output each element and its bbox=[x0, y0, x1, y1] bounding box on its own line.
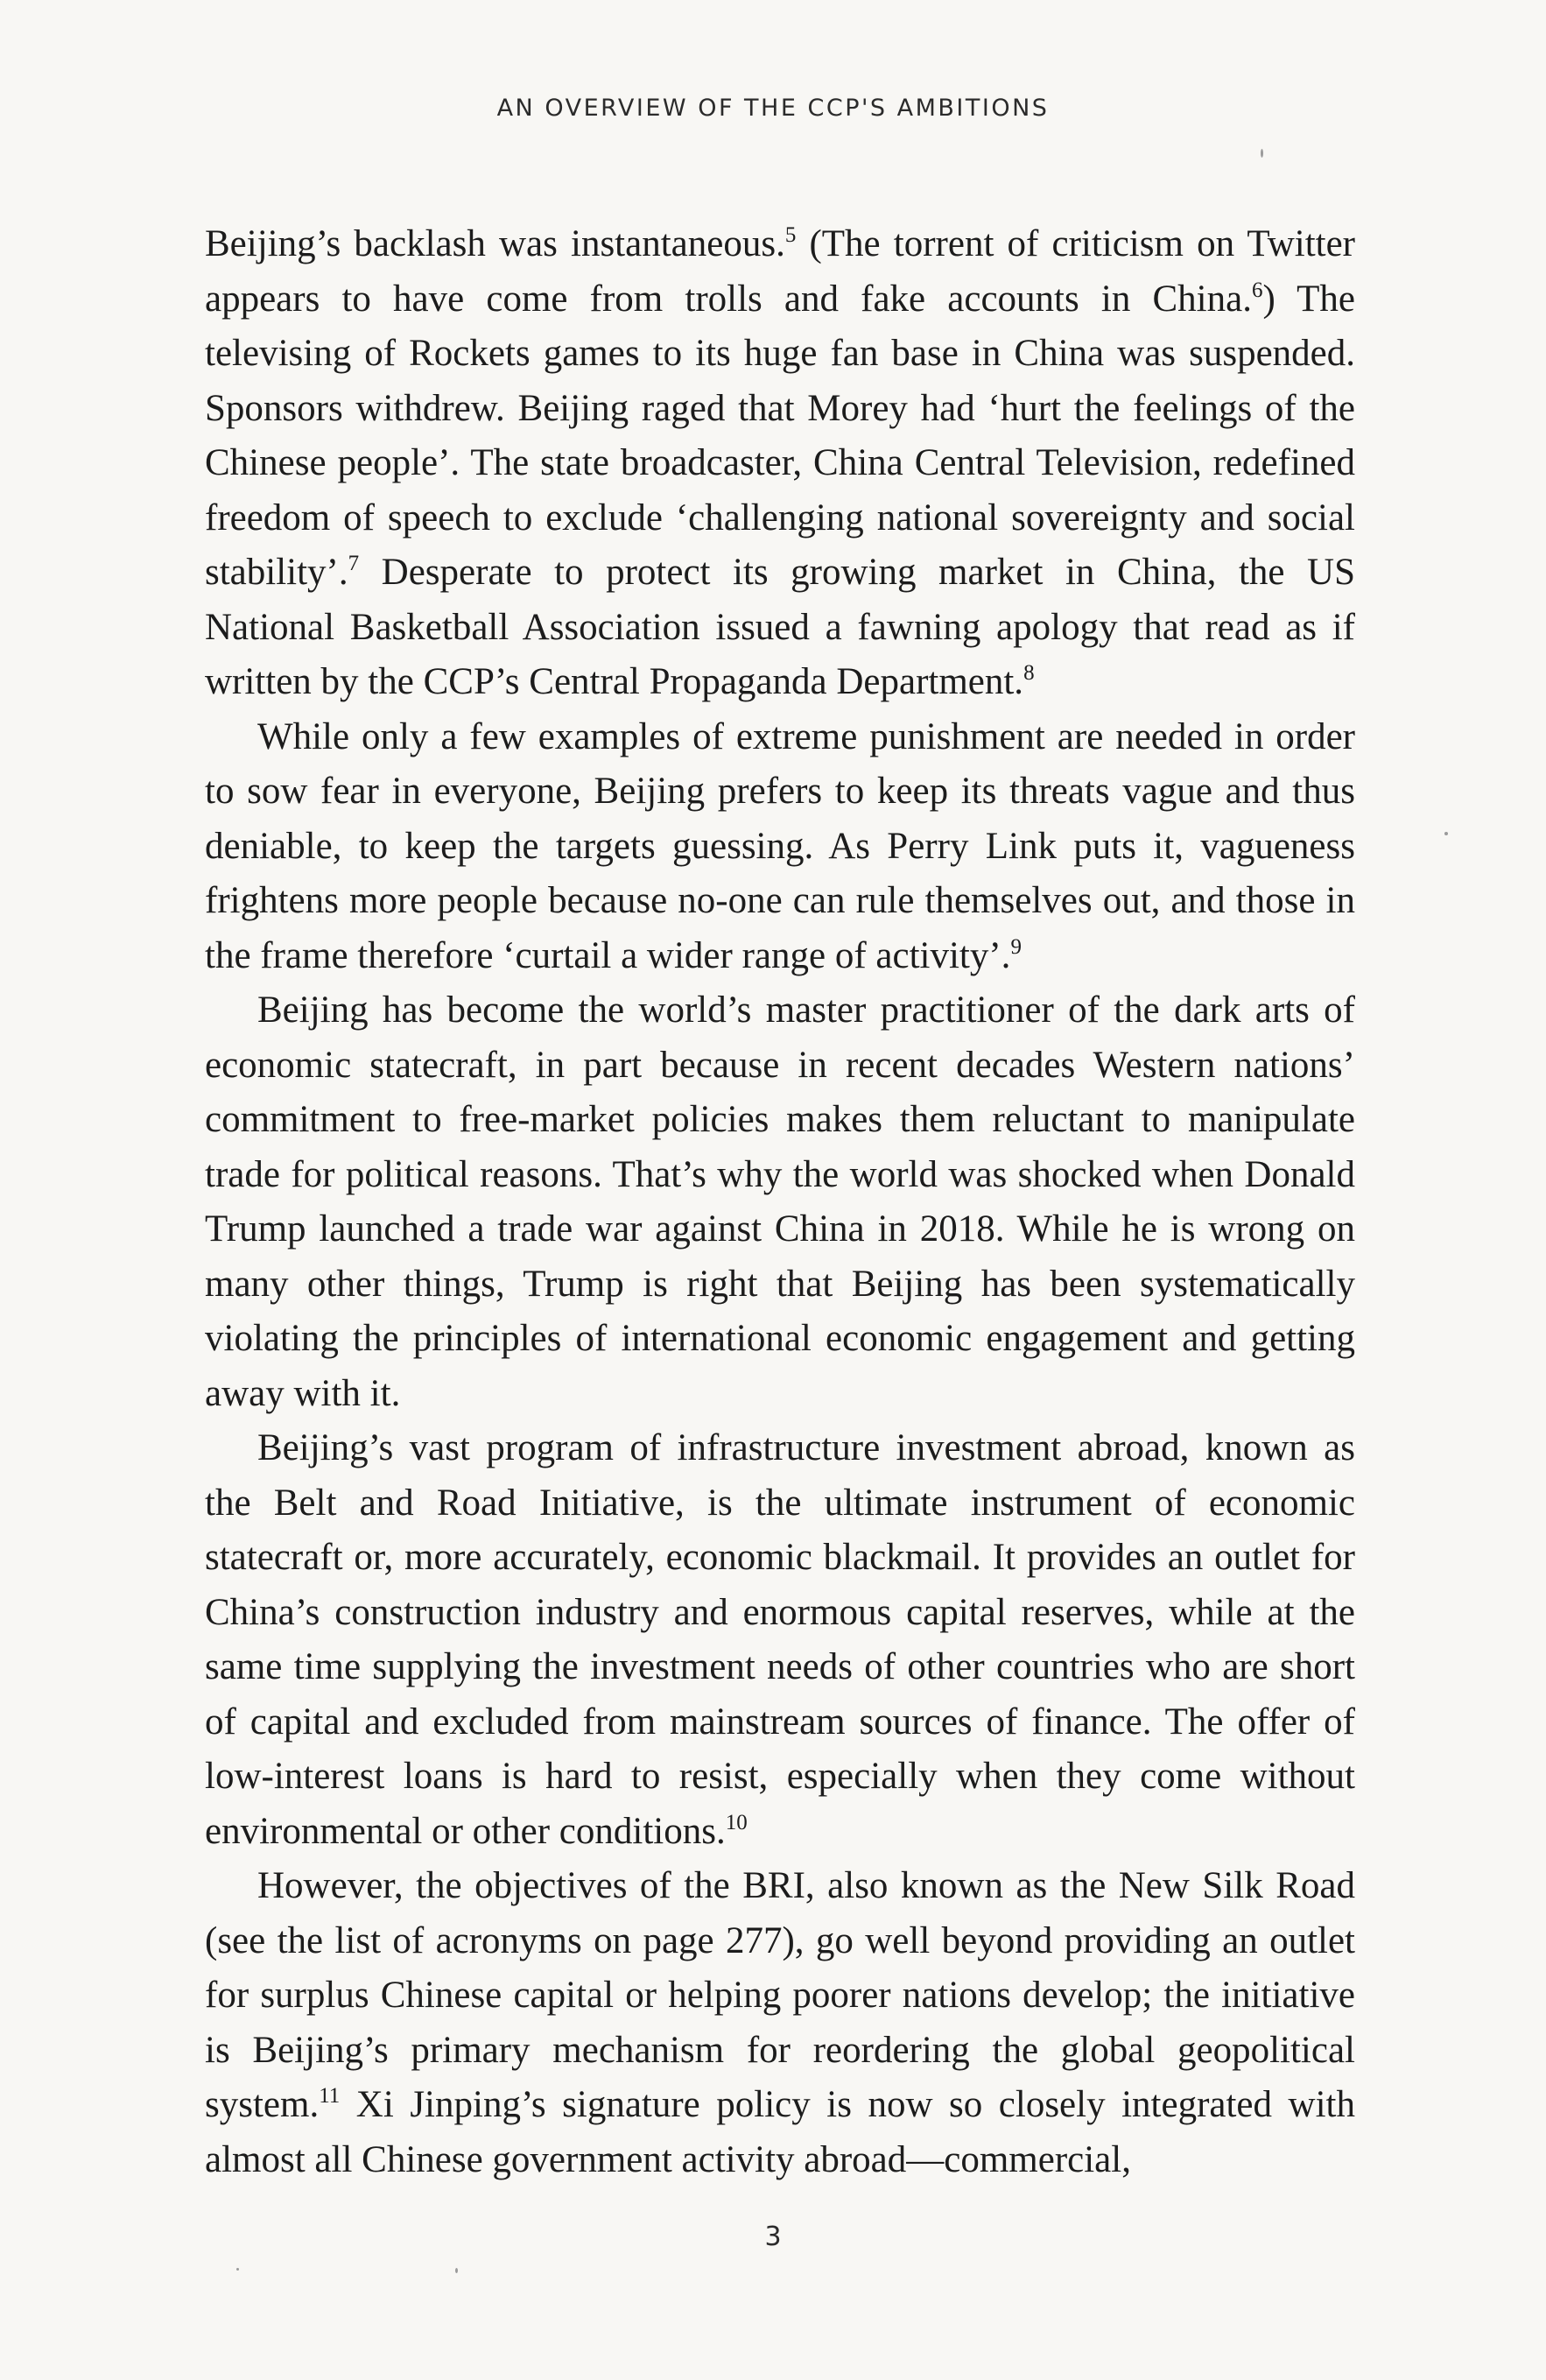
page-number: 3 bbox=[764, 2222, 782, 2252]
body-text bbox=[205, 217, 1355, 2187]
text-run: Beijing has become the world’s master practitioner of the dark arts of economic statecraft, in part because in recent decades Western nations’ commitment to free-market policies makes them reluctant to manipulate trade for political reasons. That’s why the world was shocked when Donald Trump launched a trade war against China in 2018. While he is wrong on many other things, Trump is right that Beijing has been systematically violating the principles of international economic engagement and getting away with it. bbox=[205, 989, 1355, 1414]
paragraph bbox=[205, 1421, 1355, 1859]
text-run: Beijing’s backlash was instantaneous. bbox=[205, 223, 785, 264]
paragraph bbox=[205, 1859, 1355, 2187]
paragraph bbox=[205, 710, 1355, 984]
footnote-marker: 5 bbox=[784, 223, 797, 247]
footnote-marker: 8 bbox=[1023, 661, 1035, 685]
text-run: (The torrent of criticism on Twitter appears to have come from trolls and fake accounts in China. bbox=[205, 223, 1355, 320]
footnote-marker: 10 bbox=[725, 1810, 748, 1834]
running-head: AN OVERVIEW OF THE CCP'S AMBITIONS bbox=[496, 95, 1050, 122]
footnote-marker: 11 bbox=[319, 2084, 341, 2108]
footnote-marker: 7 bbox=[348, 552, 360, 575]
text-run: Xi Jinping’s signature policy is now so closely integrated with almost all Chinese government activity abroad—commercial, bbox=[205, 2084, 1355, 2180]
scan-speck bbox=[455, 2268, 458, 2273]
text-run: ) The televising of Rockets games to its huge fan base in China was suspended. Sponsors withdrew. Beijing raged that Morey had ‘hurt the feelings of the Chinese people’. The state broadcaster, China Central Television, redefined freedom of speech to exclude ‘challenging national sovereignty and social stability’. bbox=[205, 278, 1355, 593]
scan-speck bbox=[1261, 149, 1263, 158]
paragraph bbox=[205, 983, 1355, 1421]
scan-speck bbox=[1444, 832, 1448, 835]
paragraph bbox=[205, 217, 1355, 710]
text-run: Beijing’s vast program of infrastructure investment abroad, known as the Belt and Road Initiative, is the ultimate instrument of economic statecraft or, more accurately, economic blackmail. It provides an outlet for China’s construction industry and enormous capital reserves, while at the same time supplying the investment needs of other countries who are short of capital and excluded from mainstream sources of finance. The offer of low-interest loans is hard to resist, especially when they come without environmental or other conditions. bbox=[205, 1427, 1355, 1852]
text-run: However, the objectives of the BRI, also known as the New Silk Road (see the list of acronyms on page 277), go well beyond providing an outlet for surplus Chinese capital or helping poorer nations develop; the initiative is Beijing’s primary mechanism for reordering the global geopolitical system. bbox=[205, 1865, 1355, 2125]
footnote-marker: 9 bbox=[1010, 934, 1022, 959]
footnote-marker: 6 bbox=[1251, 278, 1263, 302]
text-run: Desperate to protect its growing market in China, the US National Basketball Association issued a fawning apology that read as if written by the CCP’s Central Propaganda Department. bbox=[205, 552, 1355, 702]
text-run: While only a few examples of extreme punishment are needed in order to sow fear in everyone, Beijing prefers to keep its threats vague and thus deniable, to keep the targets guessing. As Perry Link puts it, vagueness frightens more people because no-one can rule themselves out, and those in the frame therefore ‘curtail a wider range of activity’. bbox=[205, 715, 1355, 976]
scan-speck bbox=[236, 2268, 239, 2271]
